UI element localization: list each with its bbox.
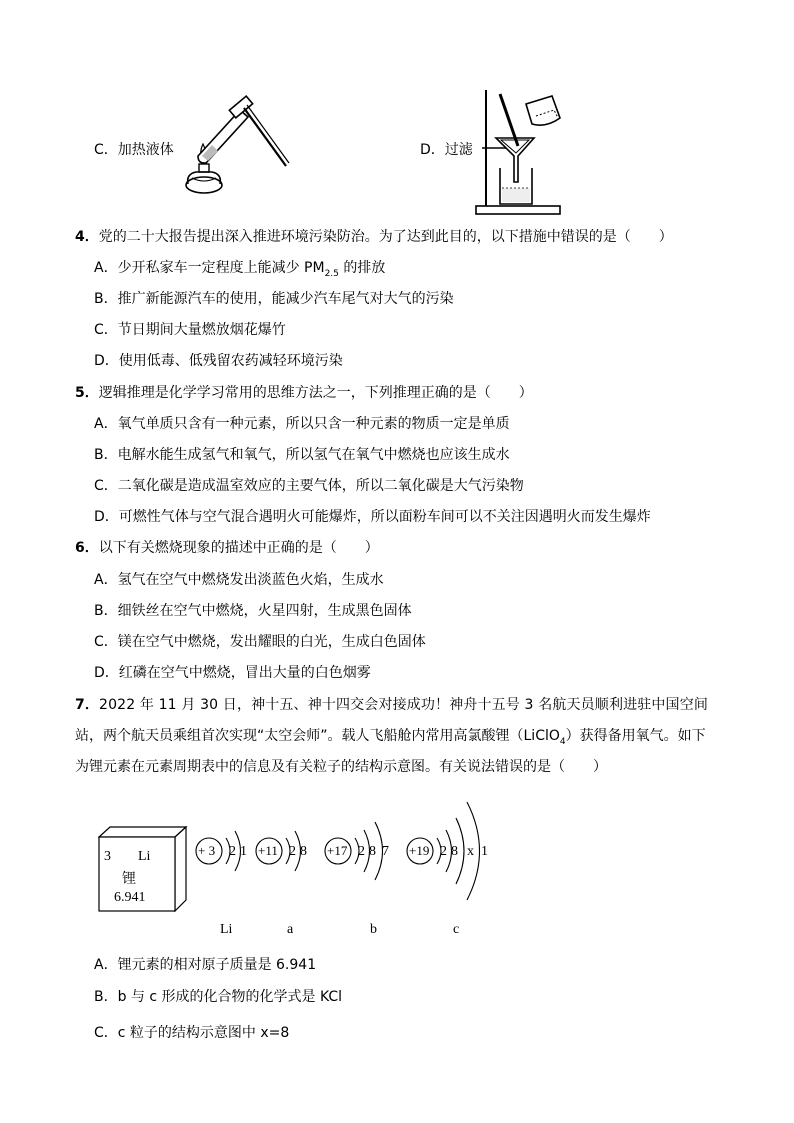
option-d-filtration: D．过滤 <box>420 142 473 158</box>
option-b: B．b 与 c 形成的化合物的化学式是 KCl <box>94 989 343 1005</box>
particle-label-li: Li <box>220 922 233 937</box>
option-a-subscript: 2.5 <box>324 268 339 279</box>
question-number: 5． <box>75 385 99 401</box>
subscript: 4 <box>559 736 566 747</box>
option-d: D．可燃性气体与空气混合遇明火可能爆炸，所以面粉车间可以不关注因遇明火而发生爆炸 <box>94 509 651 525</box>
question-stem: 党的二十大报告提出深入推进环境污染防治。为了达到此目的，以下措施中错误的是（ ） <box>98 229 673 245</box>
electron-count: 7 <box>382 844 389 859</box>
option-b: B．推广新能源汽车的使用，能减少汽车尾气对大气的污染 <box>94 291 454 307</box>
relative-atomic-mass: 6.941 <box>114 890 146 905</box>
option-c: C．二氧化碳是造成温室效应的主要气体，所以二氧化碳是大气污染物 <box>94 478 524 494</box>
nucleus-charge-li: + 3 <box>198 843 216 858</box>
particle-label-a: a <box>287 922 294 937</box>
electron-count: 1 <box>240 844 247 859</box>
option-a: A．氧气单质只含有一种元素，所以只含一种元素的物质一定是单质 <box>94 416 510 432</box>
electron-count: 8 <box>451 844 458 859</box>
option-a: A．锂元素的相对原子质量是 6.941 <box>94 957 317 973</box>
option-a <box>94 258 385 284</box>
option-b: B．电解水能生成氢气和氧气，所以氢气在氧气中燃烧也应该生成水 <box>94 447 510 463</box>
electron-count: 8 <box>300 844 307 859</box>
option-c: C．c 粒子的结构示意图中 x=8 <box>94 1025 290 1041</box>
question-stem-line-3: 为锂元素在元素周期表中的信息及有关粒子的结构示意图。有关说法错误的是（ ） <box>75 759 607 775</box>
electron-count: 2 <box>440 844 447 859</box>
question-stem-line-2: 站，两个航天员乘组首次实现“太空会师”。载人飞船舱内常用高氯酸锂（LiClO$_4$）获得备用氧气。如下 <box>75 728 706 747</box>
option-a-text: A．少开私家车一定程度上能减少 PM <box>94 260 325 276</box>
option-c: C．镁在空气中燃烧，发出耀眼的白光，生成白色固体 <box>94 634 426 650</box>
electron-count: 2 <box>229 844 236 859</box>
element-symbol: Li <box>138 849 151 864</box>
question-number: 7． <box>75 697 100 713</box>
option-a: A．氢气在空气中燃烧发出淡蓝色火焰，生成水 <box>94 572 384 588</box>
electron-count: x <box>467 844 474 859</box>
option-d: D．红磷在空气中燃烧，冒出大量的白色烟雾 <box>94 665 371 681</box>
heating-liquid-apparatus-figure <box>168 92 294 198</box>
question-number: 6． <box>75 540 99 556</box>
filtration-apparatus-figure <box>474 86 566 216</box>
electron-count: 1 <box>481 844 488 859</box>
electron-count: 8 <box>369 844 376 859</box>
electron-count: 2 <box>358 844 365 859</box>
nucleus-charge-b: +17 <box>327 843 348 858</box>
option-b: B．细铁丝在空气中燃烧，火星四射，生成黑色固体 <box>94 603 412 619</box>
nucleus-charge-a: +11 <box>258 843 278 858</box>
option-d: D．使用低毒、低残留农药减轻环境污染 <box>94 353 343 369</box>
nucleus-charge-c: +19 <box>409 843 430 858</box>
option-a-text-end: 的排放 <box>338 260 386 276</box>
electron-count: 2 <box>289 844 296 859</box>
option-c-heating-liquid: C．加热液体 <box>94 142 174 158</box>
question-stem: 以下有关燃烧现象的描述中正确的是（ ） <box>98 540 379 556</box>
question-stem-line-1: 2022 年 11 月 30 日，神十五、神十四交会对接成功！神舟十五号 3 名航天员顺利进驻中国空间 <box>99 697 709 713</box>
particle-label-c: c <box>453 922 460 937</box>
element-name: 锂 <box>122 872 136 887</box>
atomic-number: 3 <box>104 849 111 864</box>
particle-label-b: b <box>370 922 377 937</box>
question-stem: 逻辑推理是化学学习常用的思维方法之一，下列推理正确的是（ ） <box>98 385 533 401</box>
question-number: 4． <box>75 229 99 245</box>
option-c: C．节日期间大量燃放烟花爆竹 <box>94 322 286 338</box>
